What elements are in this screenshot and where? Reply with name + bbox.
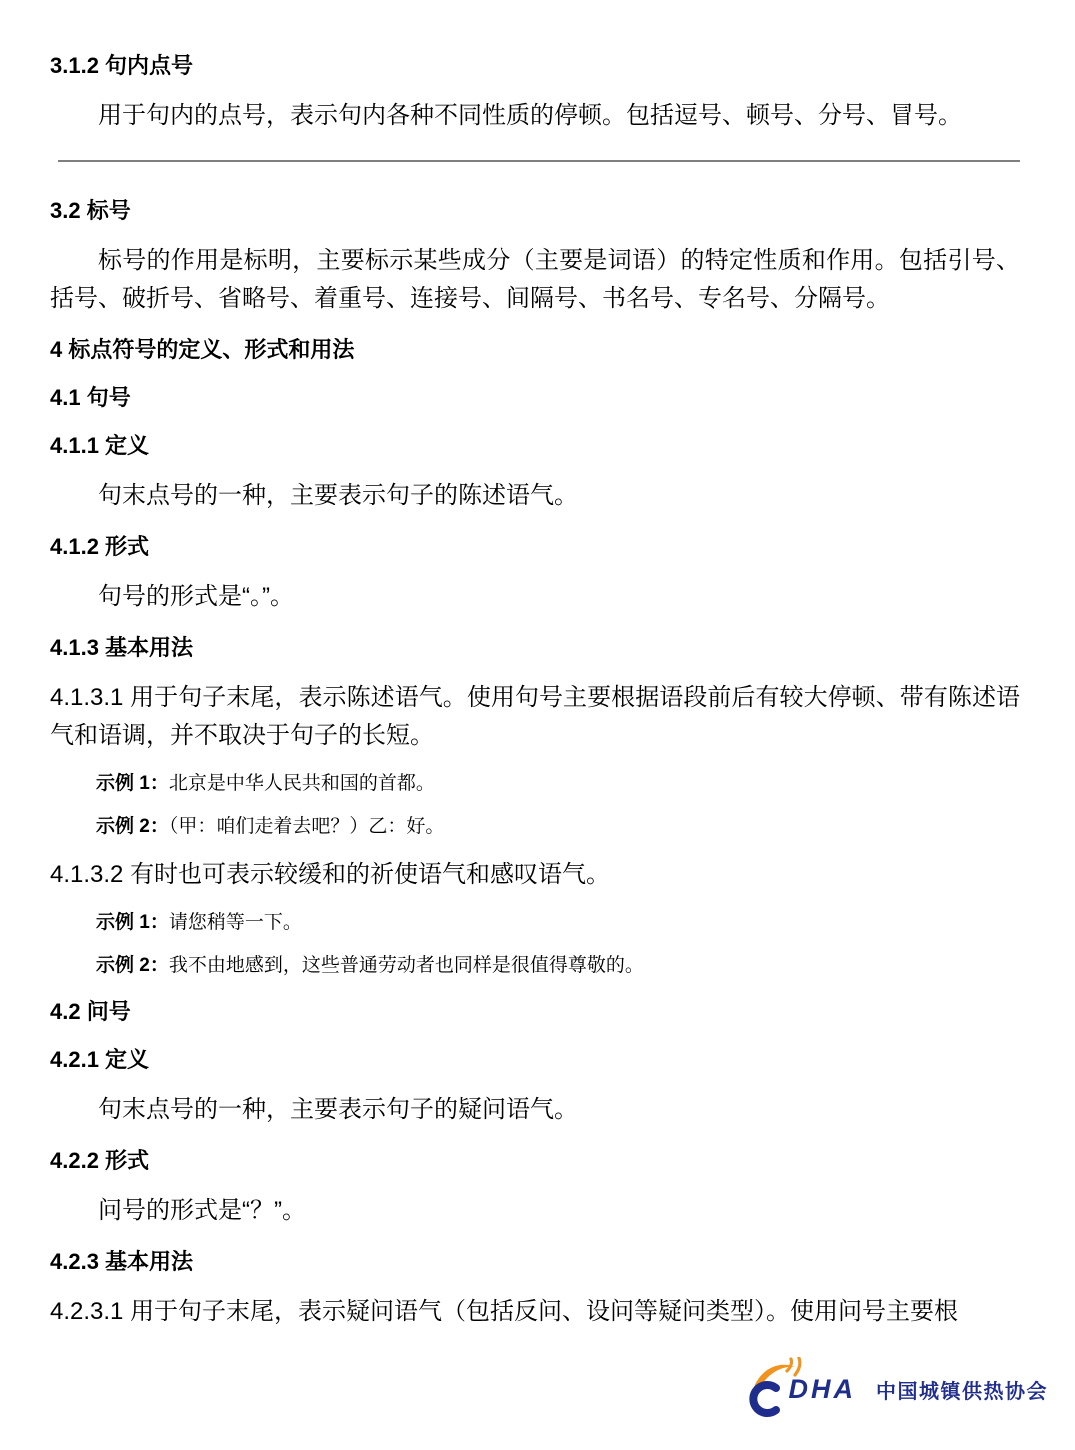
example-text: 我不由地感到，这些普通劳动者也同样是很值得尊敬的。	[168, 955, 644, 976]
heading-3-1-2: 3.1.2 句内点号	[50, 53, 194, 78]
paragraph-4-2-1: 句末点号的一种，主要表示句子的疑问语气。	[98, 1096, 578, 1123]
example-text: 北京是中华人民共和国的首都。	[168, 773, 435, 794]
dha-association-logo	[749, 1357, 1049, 1421]
heading-4-2-2: 4.2.2 形式	[50, 1148, 150, 1173]
example-label: 示例 2：	[96, 816, 169, 837]
example-line	[50, 770, 1020, 798]
paragraph-3-1-2: 用于句内的点号，表示句内各种不同性质的停顿。包括逗号、顿号、分号、冒号。	[98, 102, 962, 129]
heading-4: 4 标点符号的定义、形式和用法	[50, 337, 355, 362]
logo-crescent-c	[753, 1385, 776, 1413]
example-line	[50, 909, 1020, 937]
heading-4-1-3: 4.1.3 基本用法	[50, 635, 194, 660]
paragraph-4-1-2: 句号的形式是“。”。	[98, 583, 294, 610]
heading-4-1-1: 4.1.1 定义	[50, 433, 150, 458]
paragraph-4-1-3-2: 4.1.3.2 有时也可表示较缓和的祈使语气和感叹语气。	[50, 861, 611, 888]
example-text: （甲：咱们走着去吧？）乙：好。	[168, 816, 445, 837]
section-divider	[58, 160, 1020, 162]
example-label: 示例 1：	[96, 912, 169, 933]
paragraph-4-1-3-1: 4.1.3.1 用于句子末尾，表示陈述语气。使用句号主要根据语段前后有较大停顿、带有陈述语气和语调，并不取决于句子的长短。	[50, 684, 1020, 749]
paragraph-4-1-1: 句末点号的一种，主要表示句子的陈述语气。	[98, 482, 578, 509]
example-label: 示例 1：	[96, 773, 169, 794]
heading-4-2-1: 4.2.1 定义	[50, 1047, 150, 1072]
paragraph-4-2-3-1: 4.2.3.1 用于句子末尾，表示疑问语气（包括反问、设问等疑问类型）。使用问号主要根	[50, 1298, 959, 1325]
example-label: 示例 2：	[96, 955, 169, 976]
example-line	[50, 813, 1020, 841]
example-line	[50, 952, 1020, 980]
logo-org-name: 中国城镇供热协会	[876, 1380, 1048, 1403]
heading-4-2-3: 4.2.3 基本用法	[50, 1249, 194, 1274]
heading-4-2: 4.2 问号	[50, 999, 131, 1024]
heading-3-2: 3.2 标号	[50, 198, 131, 223]
logo-signal-arc-small	[787, 1359, 792, 1371]
page-footer	[50, 1357, 1048, 1421]
logo-dha-text: DHA	[788, 1373, 856, 1404]
paragraph-3-2: 标号的作用是标明，主要标示某些成分（主要是词语）的特定性质和作用。包括引号、括号、破折号、省略号、着重号、连接号、间隔号、书名号、专名号、分隔号。	[50, 247, 1020, 312]
paragraph-4-2-2: 问号的形式是“？”。	[98, 1197, 306, 1224]
heading-4-1-2: 4.1.2 形式	[50, 534, 150, 559]
example-text: 请您稍等一下。	[168, 912, 302, 933]
logo-signal-arc-large	[795, 1358, 800, 1375]
heading-4-1: 4.1 句号	[50, 385, 131, 410]
